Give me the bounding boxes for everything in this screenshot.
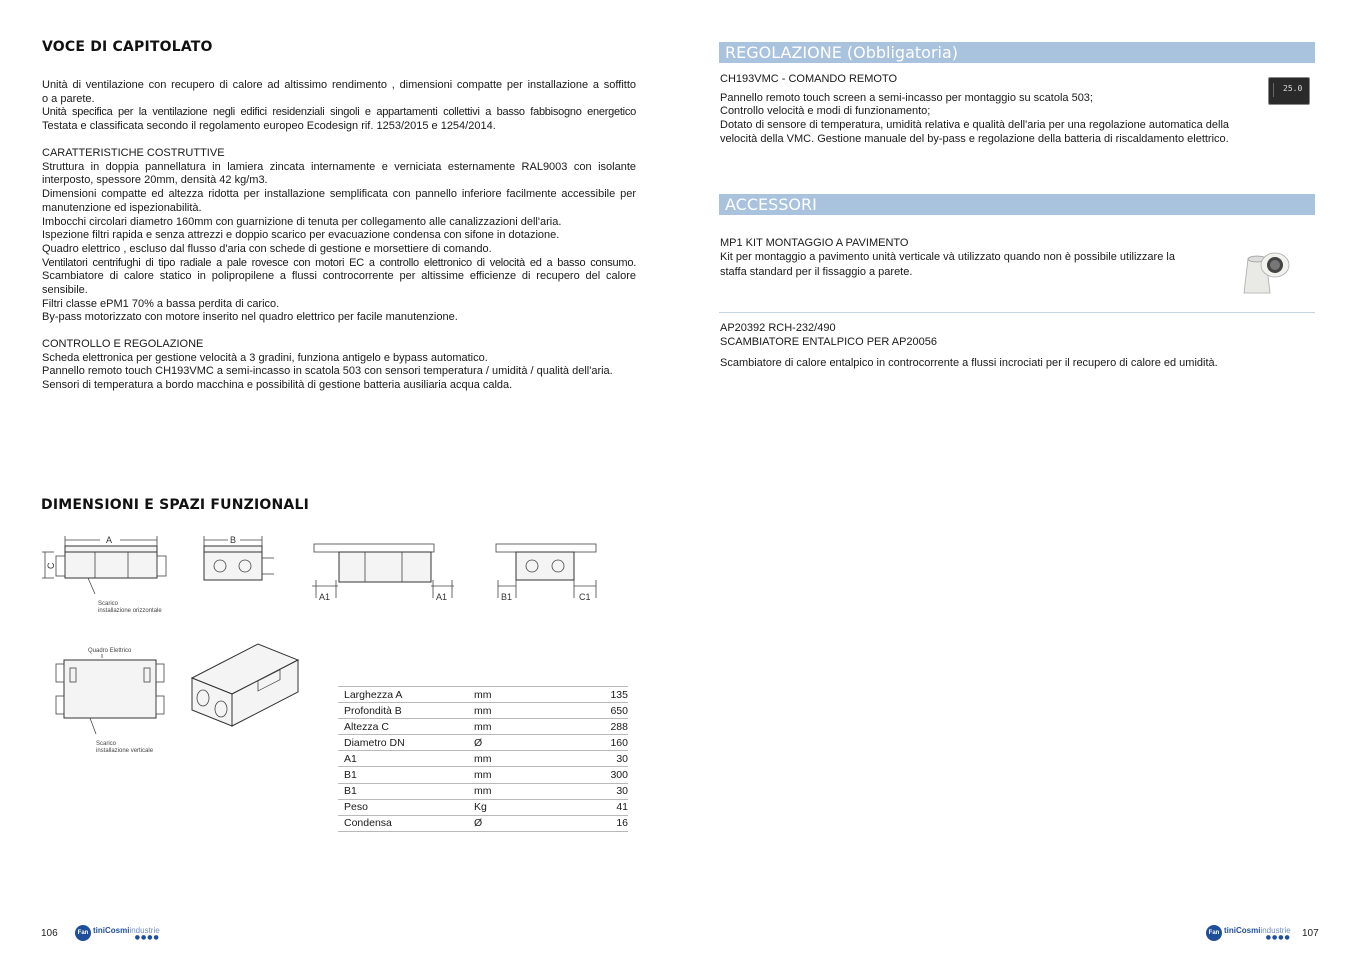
- regolazione-bar: REGOLAZIONE (Obbligatoria): [719, 42, 1315, 63]
- cell-name: Altezza C: [338, 719, 474, 735]
- page-number-left: 106: [41, 928, 58, 939]
- mp1-section: [720, 237, 1220, 280]
- cell-unit: Ø: [474, 735, 574, 751]
- cell-unit: mm: [474, 719, 574, 735]
- text-line: Pannello remoto touch screen a semi-incasso per montaggio su scatola 503;: [720, 91, 1093, 104]
- table-row: [338, 767, 628, 783]
- product-title: SCAMBIATORE ENTALPICO PER AP20056: [720, 335, 938, 348]
- text-line: Quadro elettrico , escluso dal flusso d'aria con schede di gestione e morsettiere di comando.: [42, 242, 492, 255]
- label-scarico-oriz: installazione orizzontale: [98, 608, 162, 614]
- table-row: [338, 783, 628, 799]
- brand-logo-left: [75, 925, 160, 941]
- brand-mark-icon: Fan: [1206, 925, 1222, 941]
- brand-wordmark: [93, 926, 160, 941]
- cell-name: B1: [338, 783, 474, 799]
- voce-intro: [42, 79, 636, 134]
- text-line: Dotato di sensore di temperatura, umidità relativa e qualità dell'aria per una regolazione automatica della: [720, 119, 1230, 132]
- cell-value: 30: [574, 783, 628, 799]
- section-heading: CONTROLLO E REGOLAZIONE: [42, 338, 204, 350]
- table-row: [338, 815, 628, 831]
- remote-display: 25.0: [1283, 84, 1303, 93]
- product-code: AP20392 RCH-232/490: [720, 322, 836, 334]
- drawing-front-clearance: [312, 544, 454, 602]
- product-title: CH193VMC - COMANDO REMOTO: [720, 73, 898, 85]
- dimensioni-title: DIMENSIONI E SPAZI FUNZIONALI: [41, 497, 309, 513]
- drawing-isometric: [192, 644, 298, 726]
- brand-logo: [75, 925, 160, 941]
- text-line: Sensori di temperatura a bordo macchina e possibilità di gestione batteria ausiliaria acqua calda.: [42, 379, 513, 392]
- table-row: [338, 703, 628, 719]
- label-scarico-vert: installazione verticale: [96, 748, 154, 754]
- controllo-section: [42, 338, 636, 393]
- text-line: interposto, spessore 20mm, densità 42 kg/m3.: [42, 174, 268, 187]
- table-row: [338, 735, 628, 751]
- dimensions-table-wrap: [338, 686, 628, 832]
- text-line: Filtri classe ePM1 70% a bassa perdita di carico.: [42, 297, 280, 310]
- brand-name-light: industrie: [129, 925, 160, 935]
- drawing-vertical-view: [56, 648, 164, 754]
- brand-logo-right: [1206, 925, 1291, 941]
- text-line: o a parete.: [42, 92, 95, 105]
- brand-name-bold: tiniCosmi: [1224, 925, 1261, 935]
- drawing-front-view: [42, 534, 166, 614]
- cell-value: 160: [574, 735, 628, 751]
- brand-dots: ●●●●: [1265, 933, 1291, 941]
- brand-mark-icon: Fan: [75, 925, 91, 941]
- cell-name: Condensa: [338, 815, 474, 831]
- cell-value: 650: [574, 703, 628, 719]
- text-line: staffa standard per il fissaggio a parete.: [720, 266, 913, 279]
- cell-unit: mm: [474, 703, 574, 719]
- section-heading: CARATTERISTICHE COSTRUTTIVE: [42, 147, 225, 159]
- cell-unit: Ø: [474, 815, 574, 831]
- cell-unit: mm: [474, 783, 574, 799]
- cell-value: 30: [574, 751, 628, 767]
- remote-control-image: [1268, 77, 1310, 105]
- text-line: Unità di ventilazione con recupero di calore ad altissimo rendimento , dimensioni compatte per installazione a soffitto: [42, 79, 636, 91]
- label-a1-right: A1: [436, 592, 448, 602]
- text-line: Scambiatore di calore entalpico in controcorrente a flussi incrociati per il recupero di calore ed umidità.: [720, 357, 1218, 370]
- cell-value: 300: [574, 767, 628, 783]
- table-row: [338, 751, 628, 767]
- table-row: [338, 799, 628, 815]
- product-title: MP1 KIT MONTAGGIO A PAVIMENTO: [720, 237, 909, 249]
- text-line: Struttura in doppia pannellatura in lamiera zincata internamente e verniciata esternamente RAL9003 con isolante: [42, 160, 636, 173]
- text-line: Dimensioni compatte ed altezza ridotta per installazione semplificata con pannello inferiore facilmente accessibile per: [42, 188, 636, 201]
- cell-value: 16: [574, 815, 628, 831]
- cell-unit: mm: [474, 751, 574, 767]
- text-line: Controllo velocità e modi di funzionamento;: [720, 105, 931, 118]
- accessori-bar: ACCESSORI: [719, 194, 1315, 215]
- label-c1: C1: [579, 592, 591, 602]
- accessori-divider: [719, 312, 1315, 313]
- ap20392-section: [720, 322, 1280, 371]
- label-scarico-2: Scarico: [96, 741, 117, 747]
- cell-name: Diametro DN: [338, 735, 474, 751]
- text-line: velocità della VMC. Gestione manuale del by-pass e regolazione della batteria di riscaldamento elettrico.: [720, 132, 1229, 145]
- label-c: C: [46, 562, 56, 569]
- remote-display-icon: [1273, 83, 1280, 97]
- brand-name-light: industrie: [1260, 925, 1291, 935]
- floor-kit-image: [1242, 245, 1300, 301]
- label-quadro: Quadro Elettrico: [88, 648, 132, 654]
- dimensions-table-body: [338, 687, 628, 832]
- text-line: Pannello remoto touch CH193VMC a semi-incasso in scatola 503 con sensori temperatura / umidità / qualità dell'aria.: [42, 365, 613, 378]
- label-scarico: Scarico: [98, 601, 119, 607]
- voce-title: VOCE DI CAPITOLATO: [42, 39, 213, 55]
- caratteristiche-section: [42, 147, 636, 325]
- text-line: Ispezione filtri rapida e senza attrezzi e doppio scarico per evacuazione condensa con sifone in dotazione.: [42, 229, 560, 242]
- brand-name-bold: tiniCosmi: [93, 925, 130, 935]
- text-line: Scambiatore di calore statico in polipropilene a flussi controcorrente per altissime efficienze di recupero del calore: [42, 270, 636, 283]
- cell-name: A1: [338, 751, 474, 767]
- text-line: By-pass motorizzato con motore inserito nel quadro elettrico per facile manutenzione.: [42, 311, 458, 324]
- cell-name: B1: [338, 767, 474, 783]
- text-line: Scheda elettronica per gestione velocità a 3 gradini, funziona antigelo e bypass automatico.: [42, 351, 488, 364]
- text-line: manutenzione ed ispezionabilità.: [42, 201, 202, 214]
- cell-unit: mm: [474, 767, 574, 783]
- label-a1-left: A1: [319, 592, 331, 602]
- floor-kit-icon: [1242, 245, 1300, 297]
- table-row: [338, 719, 628, 735]
- brand-wordmark: [1224, 926, 1291, 941]
- cell-value: 41: [574, 799, 628, 815]
- text-line: Unità specifica per la ventilazione negli edifici residenziali singoli e appartamenti collettivi a basso fabbisogno energetico: [42, 106, 636, 119]
- cell-name: Larghezza A: [338, 687, 474, 703]
- cell-name: Profondità B: [338, 703, 474, 719]
- text-line: sensibile.: [42, 284, 88, 297]
- table-row: [338, 687, 628, 703]
- label-b1: B1: [501, 592, 513, 602]
- text-line: Kit per montaggio a pavimento unità verticale và utilizzato quando non è possibile utilizzare la: [720, 250, 1175, 263]
- cell-value: 135: [574, 687, 628, 703]
- text-line: Ventilatori centrifughi di tipo radiale a pale rovesce con motori EC a controllo elettronico di velocità ed a basso consumo.: [42, 256, 636, 269]
- cell-name: Peso: [338, 799, 474, 815]
- drawing-side-clearance: [496, 544, 596, 602]
- regolazione-section: [720, 73, 1280, 147]
- page-number-right: 107: [1302, 928, 1319, 939]
- dimensions-table: [338, 686, 628, 832]
- cell-value: 288: [574, 719, 628, 735]
- label-a: A: [106, 535, 113, 545]
- label-b: B: [230, 535, 237, 545]
- brand-logo: [1206, 925, 1291, 941]
- text-line: Testata e classificata secondo il regolamento europeo Ecodesign rif. 1253/2015 e 1254/2014.: [42, 120, 496, 133]
- cell-unit: mm: [474, 687, 574, 703]
- brand-dots: ●●●●: [134, 933, 160, 941]
- cell-unit: Kg: [474, 799, 574, 815]
- text-line: Imbocchi circolari diametro 160mm con guarnizione di tenuta per collegamento alle canalizzazioni dell'aria.: [42, 215, 562, 228]
